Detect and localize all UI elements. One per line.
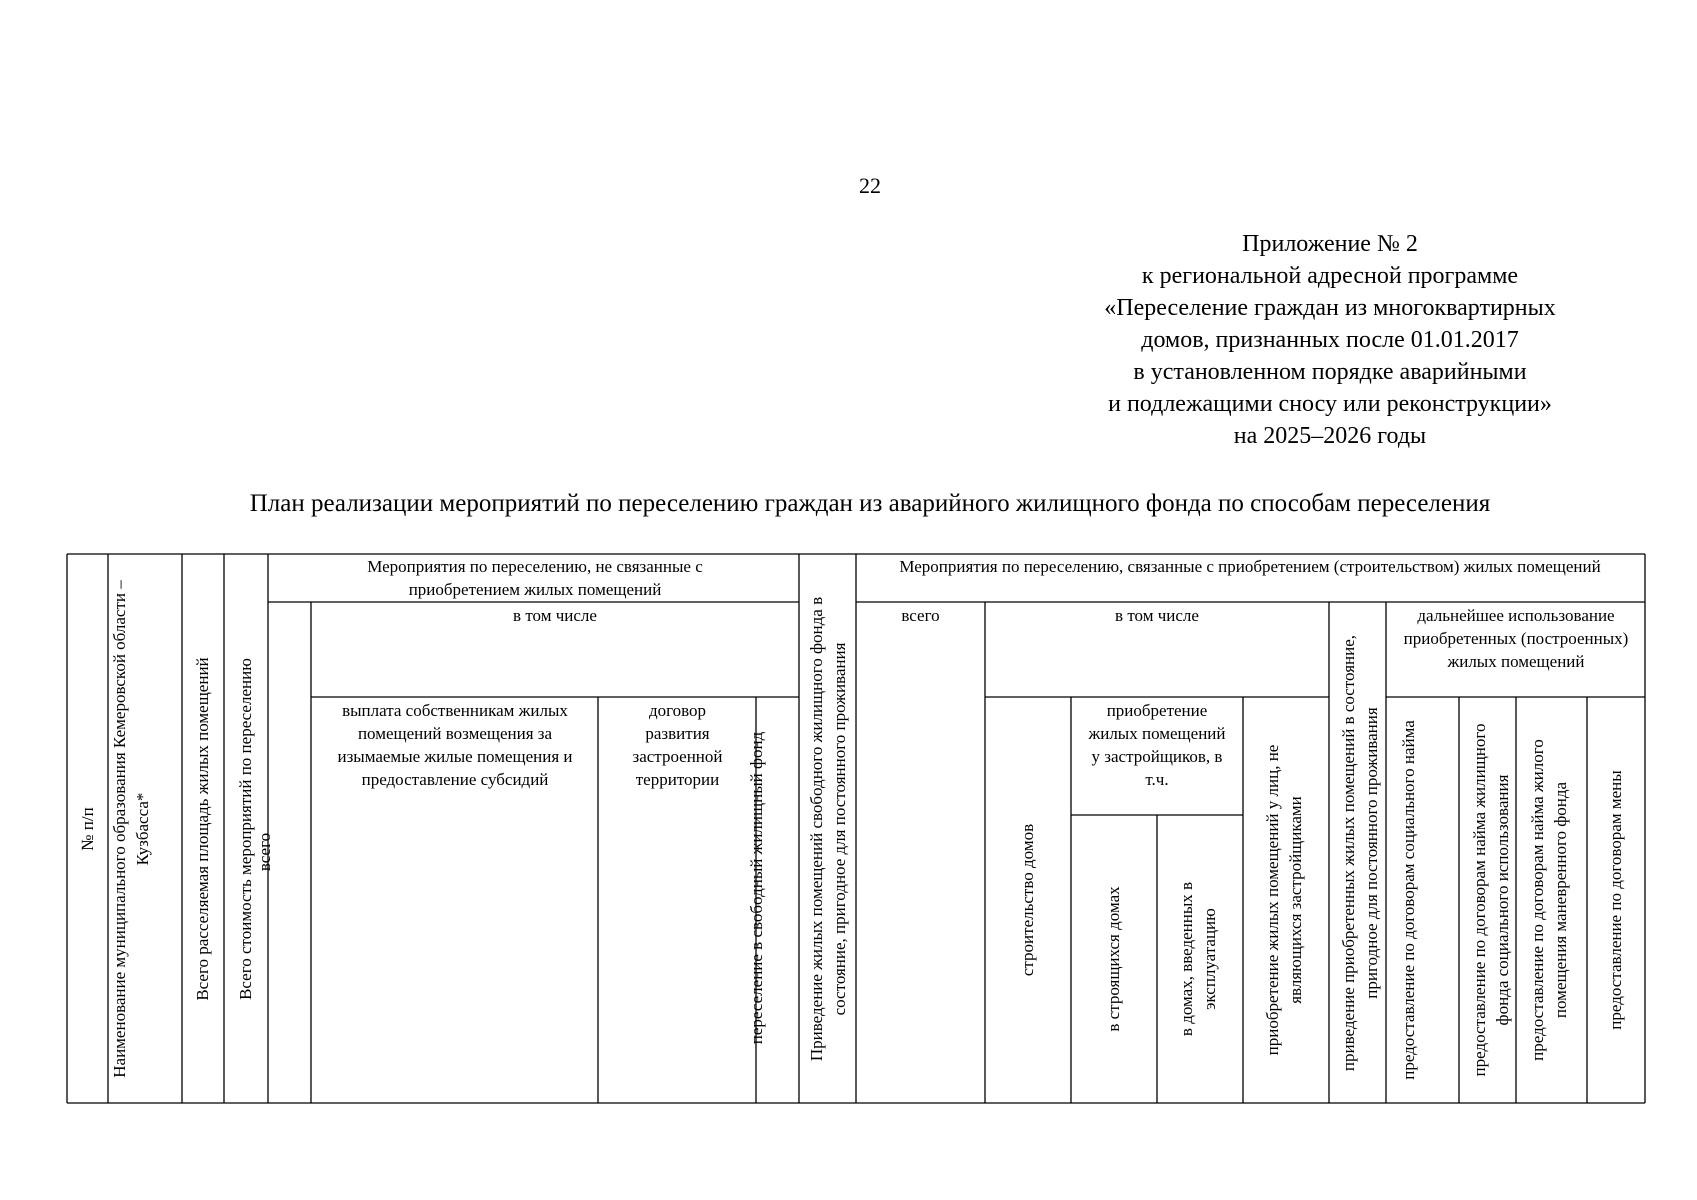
appendix-line: в установленном порядке аварийными bbox=[1133, 359, 1527, 385]
header-municipality: Наименование муниципального образования Кемеровской области – Кузбасса* bbox=[110, 580, 152, 1078]
header-acq-bringing: приведение приобретенных жилых помещений в состояние, пригодное для постоянного проживания bbox=[1339, 634, 1381, 1072]
header-free-fund: переселение в свободный жилищный фонд bbox=[747, 731, 766, 1045]
appendix-line: «Переселение граждан из многоквартирных bbox=[1104, 295, 1556, 321]
header-construction: строительство домов bbox=[1018, 823, 1037, 977]
appendix-line: и подлежащими сносу или реконструкции» bbox=[1108, 391, 1552, 417]
header-bringing-free: Приведение жилых помещений свободного жилищного фонда в состояние, пригодное для постоянного проживания bbox=[807, 596, 849, 1062]
header-total-cost: Всего стоимость мероприятий по переселению bbox=[236, 658, 255, 1000]
appendix-line: домов, признанных после 01.01.2017 bbox=[1141, 327, 1519, 353]
appendix-line: на 2025–2026 годы bbox=[1233, 423, 1427, 449]
header-further-use: дальнейшее использование приобретенных (построенных) жилых помещений bbox=[1403, 606, 1629, 671]
page-number: 22 bbox=[859, 173, 881, 198]
header-contract: договор развития застроенной территории bbox=[632, 701, 723, 789]
header-number: № п/п bbox=[78, 807, 97, 851]
header-not-acq-total: всего bbox=[255, 832, 274, 872]
appendix-line: Приложение № 2 bbox=[1242, 231, 1418, 257]
header-maneuver-fund: предоставление по договорам найма жилого помещения маневренного фонда bbox=[1528, 739, 1570, 1061]
header-social-use-lease: предоставление по договорам найма жилищного фонда социального использования bbox=[1470, 723, 1512, 1077]
header-group-acquisition: Мероприятия по переселению, связанные с приобретением (строительством) жилых помещений bbox=[899, 557, 1601, 576]
header-social-lease: предоставление по договорам социального найма bbox=[1399, 720, 1418, 1080]
header-group-not-acquisition: Мероприятия по переселению, не связанные с приобретением жилых помещений bbox=[367, 557, 703, 599]
header-acq-including: в том числе bbox=[1115, 606, 1199, 625]
header-not-acq-including: в том числе bbox=[513, 606, 597, 625]
header-from-developers: приобретение жилых помещений у застройщиков, в т.ч. bbox=[1088, 701, 1226, 789]
header-exchange: предоставление по договорам мены bbox=[1606, 770, 1625, 1030]
header-non-developers: приобретение жилых помещений у лиц, не являющихся застройщиками bbox=[1263, 744, 1305, 1056]
header-total-area: Всего расселяемая площадь жилых помещений bbox=[193, 657, 212, 1001]
header-acq-total: всего bbox=[901, 606, 940, 625]
appendix-line: к региональной адресной программе bbox=[1141, 263, 1519, 289]
plan-title: План реализации мероприятий по переселению граждан из аварийного жилищного фонда по способам переселения bbox=[249, 490, 1491, 517]
header-commissioned: в домах, введенных в эксплуатацию bbox=[1177, 881, 1219, 1037]
header-payment: выплата собственникам жилых помещений возмещения за изымаемые жилые помещения и предоставление субсидий bbox=[337, 701, 573, 789]
header-under-construction: в строящихся домах bbox=[1104, 886, 1123, 1032]
